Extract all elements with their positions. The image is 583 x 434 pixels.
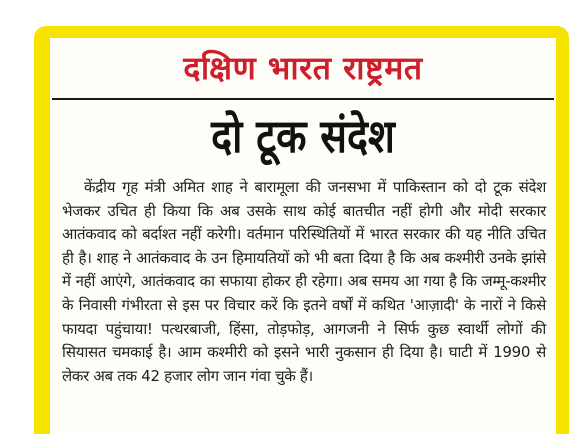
- masthead-title: दक्षिण भारत राष्ट्रमत: [183, 49, 423, 87]
- article-headline: दो टूक संदेश: [211, 109, 395, 163]
- article-body: केंद्रीय गृह मंत्री अमित शाह ने बारामूला की जनसभा में पाकिस्तान को दो टूक संदेश भेजकर उचित ही किया कि अब उसके साथ कोई बातचीत नहीं होगी और मोदी सरकार आतंकवाद को बर्दाश्त नहीं करेगी। वर्तमान परिस्थितियों में भारत सरकार की यह नीति उचित ही है। शाह ने आतंकवाद के उन हिमायतियों को भी बता दिया है कि अब कश्मीरी उनके झांसे में नहीं आएंगे, आतंकवाद का सफाया होकर ही रहेगा। अब समय आ गया है कि जम्मू-कश्मीर के निवासी गंभीरता से इस पर विचार करें कि इतने वर्षों में कथित 'आज़ादी' के नारों ने किसे फायदा पहुंचाया! पत्थरबाजी, हिंसा, तोड़फोड़, आगजनी ने सिर्फ कुछ स्वार्थी लोगों की सियासत चमकाई है। आम कश्मीरी को इसने भारी नुकसान ही दिया है। घाटी में 1990 से लेकर अब तक 42 हजार लोग जान गंवा चुके हैं।: [62, 178, 546, 385]
- masthead-divider: [52, 98, 554, 100]
